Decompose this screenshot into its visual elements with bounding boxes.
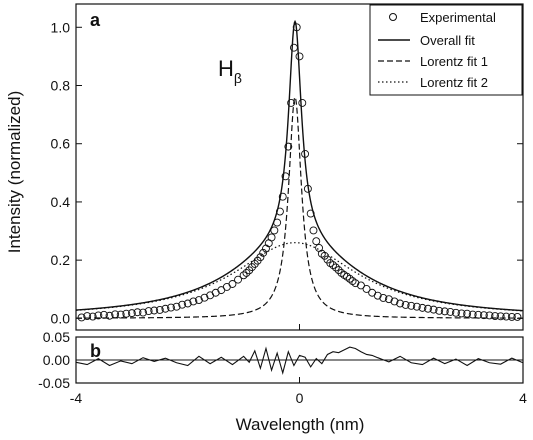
experimental-point bbox=[296, 53, 303, 60]
y-tick-label: 1.0 bbox=[50, 19, 70, 36]
experimental-point bbox=[290, 44, 297, 51]
legend-label: Lorentz fit 2 bbox=[420, 75, 488, 90]
panel-a-label: a bbox=[90, 10, 101, 30]
legend-label: Experimental bbox=[420, 10, 496, 25]
panel-b-label: b bbox=[90, 341, 101, 361]
legend-label: Overall fit bbox=[420, 33, 475, 48]
y-tick-label: 0.4 bbox=[50, 193, 70, 210]
residual-y-tick-label: 0.05 bbox=[42, 329, 70, 345]
lorentz-fit-1-curve bbox=[76, 97, 523, 318]
legend bbox=[370, 5, 522, 95]
y-tick-label: 0.6 bbox=[50, 135, 70, 152]
x-tick-label: -4 bbox=[69, 390, 83, 406]
lorentz-fit-2-curve bbox=[76, 243, 523, 311]
experimental-point bbox=[268, 234, 275, 241]
x-axis-title: Wavelength (nm) bbox=[235, 415, 365, 434]
residual-y-tick-label: -0.05 bbox=[38, 375, 70, 391]
experimental-point bbox=[299, 99, 306, 106]
hbeta-annotation bbox=[218, 56, 242, 86]
y-axis-title: Intensity (normalized) bbox=[5, 90, 24, 254]
panel-b-plot-area bbox=[76, 347, 523, 373]
panel-a-x-ticks bbox=[76, 324, 523, 330]
experimental-point bbox=[274, 219, 281, 226]
residual-y-tick-label: 0.00 bbox=[42, 352, 70, 368]
x-tick-label: 0 bbox=[295, 390, 304, 406]
hbeta-subscript: β bbox=[233, 70, 242, 86]
y-tick-label: 0.0 bbox=[50, 310, 70, 327]
panel-b bbox=[38, 329, 527, 434]
experimental-point bbox=[313, 238, 320, 245]
experimental-point bbox=[271, 227, 278, 234]
hbeta-main: H bbox=[218, 56, 234, 81]
experimental-point bbox=[310, 227, 317, 234]
panel-a bbox=[5, 4, 523, 330]
x-tick-label: 4 bbox=[519, 390, 527, 406]
panel-b-x-ticks bbox=[70, 377, 527, 406]
legend-label: Lorentz fit 1 bbox=[420, 54, 488, 69]
y-tick-label: 0.8 bbox=[50, 77, 70, 94]
y-tick-label: 0.2 bbox=[50, 252, 70, 269]
